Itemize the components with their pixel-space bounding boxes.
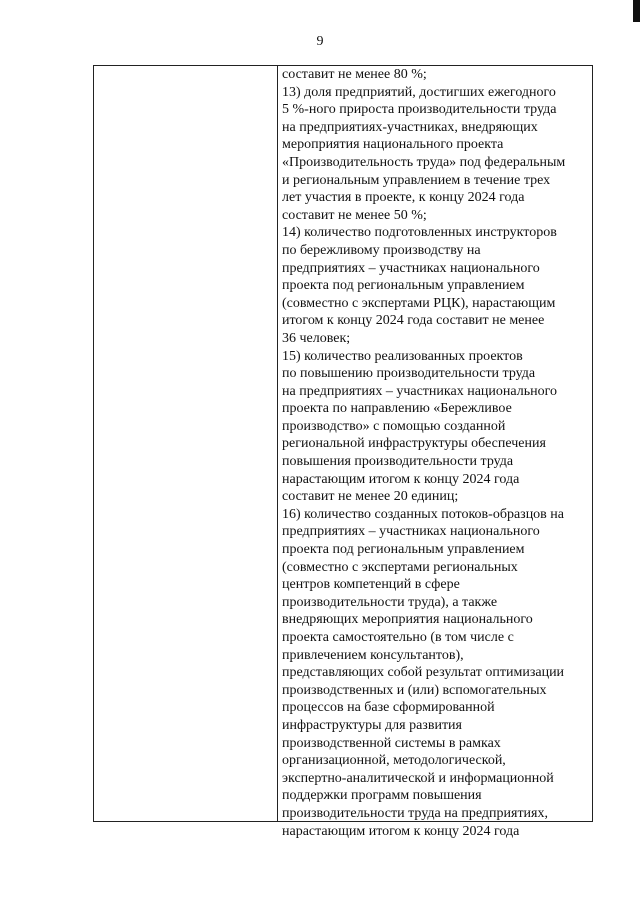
text-line: производственной системы в рамках <box>282 735 501 751</box>
text-line: повышения производительности труда <box>282 454 514 470</box>
text-line: «Производительность труда» под федеральным <box>282 154 566 170</box>
text-line: и региональным управлением в течение трех <box>282 172 551 188</box>
text-line: инфраструктуры для развития <box>282 717 462 733</box>
text-line: региональной инфраструктуры обеспечения <box>282 436 546 452</box>
table-left-cell <box>94 66 278 821</box>
text-line: (совместно с экспертами РЦК), нарастающим <box>282 295 556 311</box>
text-line: мероприятия национального проекта <box>282 137 504 153</box>
text-line: проекта по направлению «Бережливое <box>282 401 512 417</box>
text-line: производительности труда на предприятиях, <box>282 805 548 821</box>
text-line: процессов на базе сформированной <box>282 700 495 716</box>
text-line: итогом к концу 2024 года составит не менее <box>282 313 545 329</box>
text-line: производственных и (или) вспомогательных <box>282 682 547 698</box>
text-line: центров компетенций в сфере <box>282 577 460 593</box>
text-line: 16) количество созданных потоков-образцов на <box>282 506 564 522</box>
text-line: 15) количество реализованных проектов <box>282 348 523 364</box>
text-line: производство» с помощью созданной <box>282 418 506 434</box>
table-right-cell <box>278 66 592 839</box>
text-line: нарастающим итогом к концу 2024 года <box>282 471 520 487</box>
text-line: лет участия в проекте, к концу 2024 года <box>282 190 525 206</box>
text-line: экспертно-аналитической и информационной <box>282 770 554 786</box>
text-line: нарастающим итогом к концу 2024 года <box>282 823 520 839</box>
text-line: предприятиях – участниках национального <box>282 524 540 540</box>
document-table <box>93 65 593 839</box>
text-line: составит не менее 50 %; <box>282 207 427 223</box>
text-line: (совместно с экспертами региональных <box>282 559 518 575</box>
text-line: проекта самостоятельно (в том числе с <box>282 630 514 645</box>
scan-edge-mark <box>633 0 640 22</box>
text-line: организационной, методологической, <box>282 753 506 769</box>
text-line: на предприятиях-участниках, внедряющих <box>282 119 538 135</box>
text-line: 36 человек; <box>282 330 351 346</box>
text-line: составит не менее 20 единиц; <box>282 489 459 505</box>
text-line: предприятиях – участниках национального <box>282 260 540 276</box>
text-line: привлечением консультантов), <box>282 647 464 663</box>
text-line: составит не менее 80 %; <box>282 67 427 82</box>
text-line: производительности труда), а также <box>282 594 498 610</box>
text-line: проекта под региональным управлением <box>282 542 525 558</box>
text-line: 14) количество подготовленных инструкторов <box>282 225 557 241</box>
text-line: 5 %-ного прироста производительности труда <box>282 102 557 118</box>
text-line: на предприятиях – участниках национального <box>282 383 557 399</box>
text-line: проекта под региональным управлением <box>282 278 525 294</box>
text-line: внедряющих мероприятия национального <box>282 612 533 628</box>
text-line: по бережливому производству на <box>282 242 481 258</box>
text-line: 13) доля предприятий, достигших ежегодного <box>282 84 556 100</box>
text-line: по повышению производительности труда <box>282 366 536 382</box>
page-number: 9 <box>316 34 324 49</box>
text-line: поддержки программ повышения <box>282 788 482 804</box>
text-line: представляющих собой результат оптимизации <box>282 665 565 681</box>
